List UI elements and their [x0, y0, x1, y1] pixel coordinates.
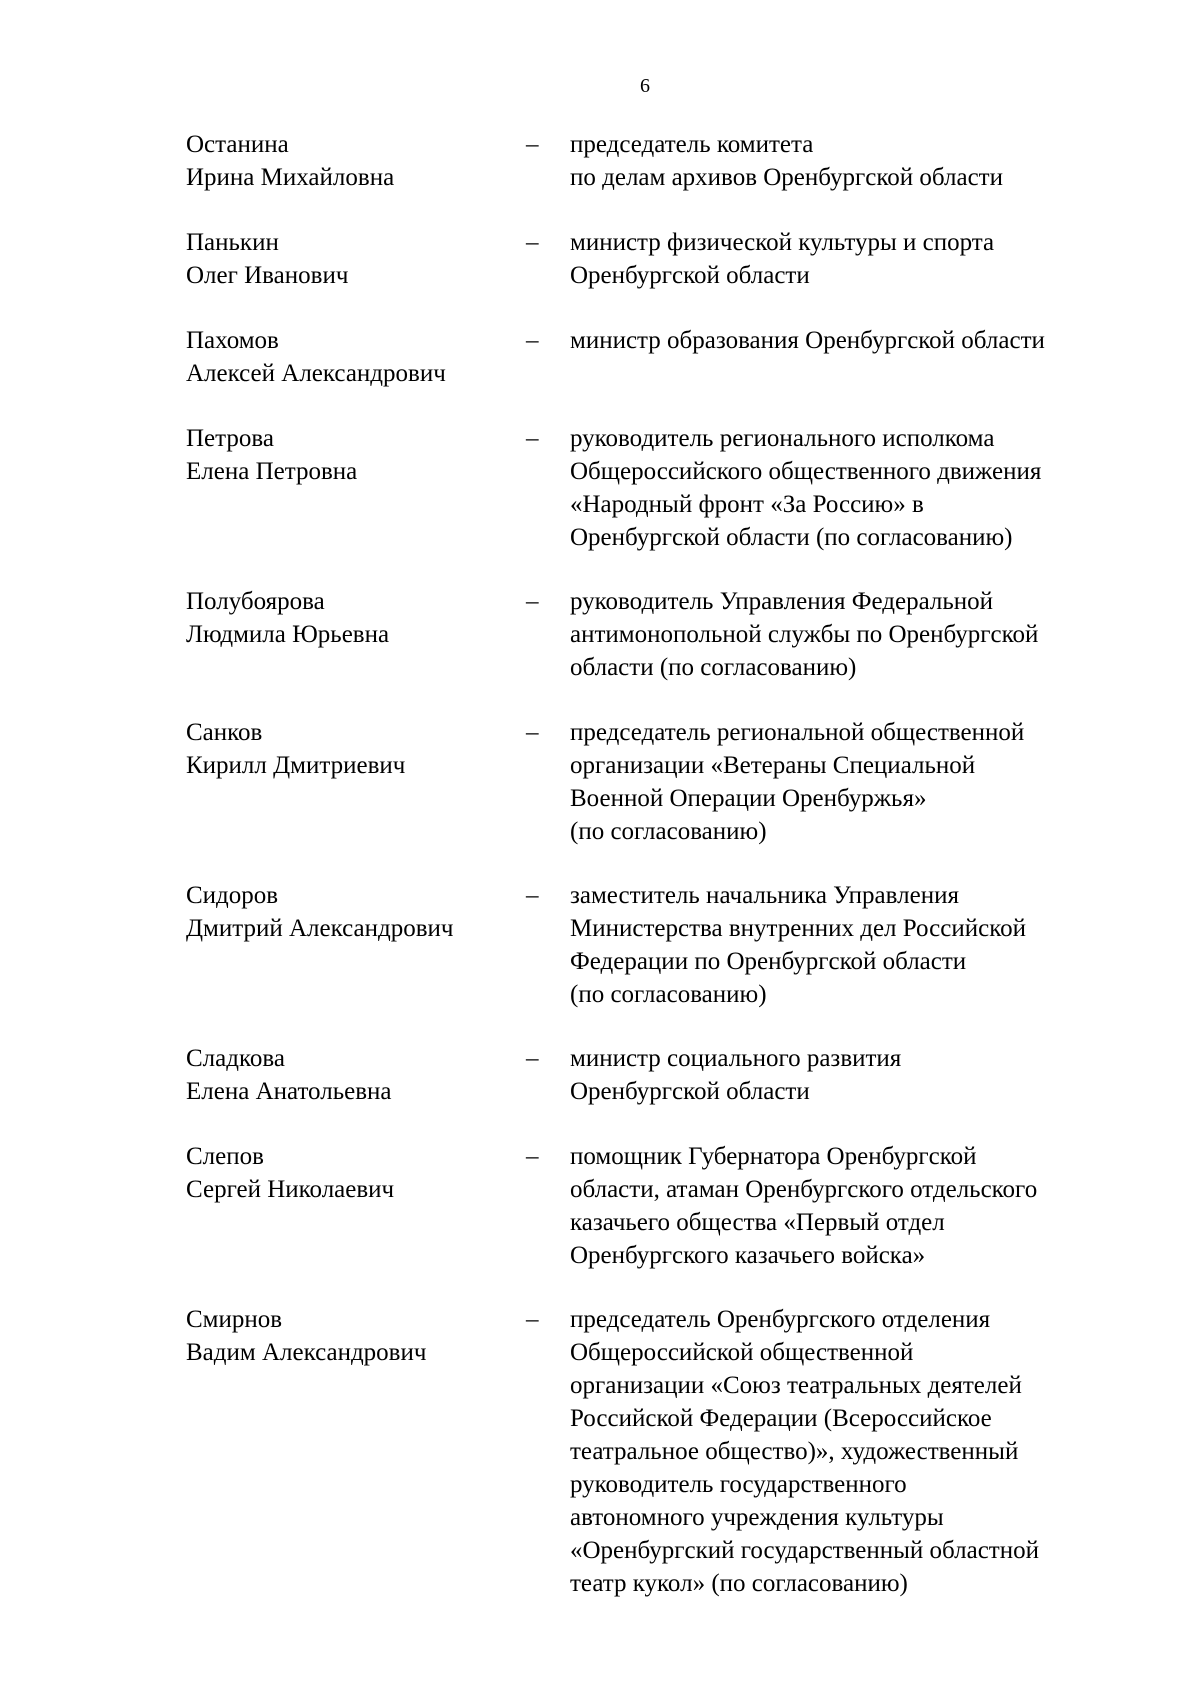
role-line: Оренбургской области: [570, 1078, 810, 1105]
page-number: 6: [640, 75, 650, 97]
member-surname: Санков: [186, 719, 263, 746]
member-role: [570, 226, 1130, 292]
role-line: помощник Губернатора Оренбургской: [570, 1143, 977, 1170]
role-line: по делам архивов Оренбургской области: [570, 164, 1003, 191]
member-given-names: Дмитрий Александрович: [186, 915, 454, 942]
member-role: [570, 1303, 1130, 1600]
role-line: (по согласованию): [570, 818, 767, 845]
role-line: организации «Ветераны Специальной: [570, 752, 976, 779]
role-line: Оренбургской области: [570, 262, 810, 289]
role-line: руководитель регионального исполкома: [570, 425, 995, 452]
role-line: Общероссийского общественного движения: [570, 458, 1042, 485]
member-role: [570, 1042, 1130, 1108]
dash-separator: –: [526, 1045, 539, 1072]
member-name: [186, 716, 506, 782]
dash-separator: –: [526, 1306, 539, 1333]
role-line: театр кукол» (по согласованию): [570, 1570, 908, 1597]
role-line: области, атаман Оренбургского отдельского: [570, 1176, 1038, 1203]
role-line: Российской Федерации (Всероссийское: [570, 1405, 992, 1432]
member-given-names: Елена Анатольевна: [186, 1078, 392, 1105]
dash-separator: –: [526, 719, 539, 746]
dash-separator: –: [526, 588, 539, 615]
dash-separator: –: [526, 229, 539, 256]
dash-separator: –: [526, 327, 539, 354]
member-given-names: Олег Иванович: [186, 262, 349, 289]
member-surname: Петрова: [186, 425, 274, 452]
member-surname: Слепов: [186, 1143, 264, 1170]
member-surname: Пахомов: [186, 327, 279, 354]
role-line: руководитель Управления Федеральной: [570, 588, 994, 615]
dash-separator: –: [526, 425, 539, 452]
role-line: председатель Оренбургского отделения: [570, 1306, 991, 1333]
role-line: министр социального развития: [570, 1045, 902, 1072]
role-line: организации «Союз театральных деятелей: [570, 1372, 1022, 1399]
role-line: театральное общество)», художественный: [570, 1438, 1019, 1465]
member-name: [186, 422, 506, 488]
dash-separator: –: [526, 131, 539, 158]
member-role: [570, 422, 1130, 554]
member-name: [186, 1303, 506, 1369]
role-line: Министерства внутренних дел Российской: [570, 915, 1026, 942]
role-line: Федерации по Оренбургской области: [570, 948, 967, 975]
dash-separator: –: [526, 882, 539, 909]
member-name: [186, 585, 506, 651]
member-role: [570, 716, 1130, 848]
role-line: области (по согласованию): [570, 654, 857, 681]
dash-separator: –: [526, 1143, 539, 1170]
member-role: [570, 879, 1130, 1011]
member-surname: Полубоярова: [186, 588, 325, 615]
role-line: Военной Операции Оренбуржья»: [570, 785, 927, 812]
role-line: министр образования Оренбургской области: [570, 327, 1045, 354]
role-line: (по согласованию): [570, 981, 767, 1008]
member-role: [570, 128, 1130, 194]
role-line: «Народный фронт «За Россию» в: [570, 491, 924, 518]
member-role: [570, 324, 1130, 357]
member-given-names: Ирина Михайловна: [186, 164, 395, 191]
role-line: автономного учреждения культуры: [570, 1504, 944, 1531]
member-surname: Смирнов: [186, 1306, 283, 1333]
member-surname: Останина: [186, 131, 289, 158]
member-given-names: Вадим Александрович: [186, 1339, 427, 1366]
member-name: [186, 324, 506, 390]
role-line: Оренбургской области (по согласованию): [570, 524, 1013, 551]
member-name: [186, 226, 506, 292]
role-line: антимонопольной службы по Оренбургской: [570, 621, 1039, 648]
role-line: руководитель государственного: [570, 1471, 907, 1498]
role-line: казачьего общества «Первый отдел: [570, 1209, 945, 1236]
member-surname: Сидоров: [186, 882, 279, 909]
member-role: [570, 585, 1130, 684]
role-line: председатель региональной общественной: [570, 719, 1025, 746]
member-name: [186, 128, 506, 194]
member-surname: Панькин: [186, 229, 279, 256]
member-name: [186, 1042, 506, 1108]
role-line: Общероссийской общественной: [570, 1339, 914, 1366]
member-surname: Сладкова: [186, 1045, 285, 1072]
role-line: председатель комитета: [570, 131, 814, 158]
member-given-names: Алексей Александрович: [186, 360, 446, 387]
member-role: [570, 1140, 1130, 1272]
role-line: министр физической культуры и спорта: [570, 229, 995, 256]
member-given-names: Кирилл Дмитриевич: [186, 752, 406, 779]
member-name: [186, 1140, 506, 1206]
role-line: Оренбургского казачьего войска»: [570, 1242, 926, 1269]
member-given-names: Елена Петровна: [186, 458, 358, 485]
member-name: [186, 879, 506, 945]
role-line: заместитель начальника Управления: [570, 882, 959, 909]
member-given-names: Сергей Николаевич: [186, 1176, 395, 1203]
member-given-names: Людмила Юрьевна: [186, 621, 390, 648]
role-line: «Оренбургский государственный областной: [570, 1537, 1039, 1564]
